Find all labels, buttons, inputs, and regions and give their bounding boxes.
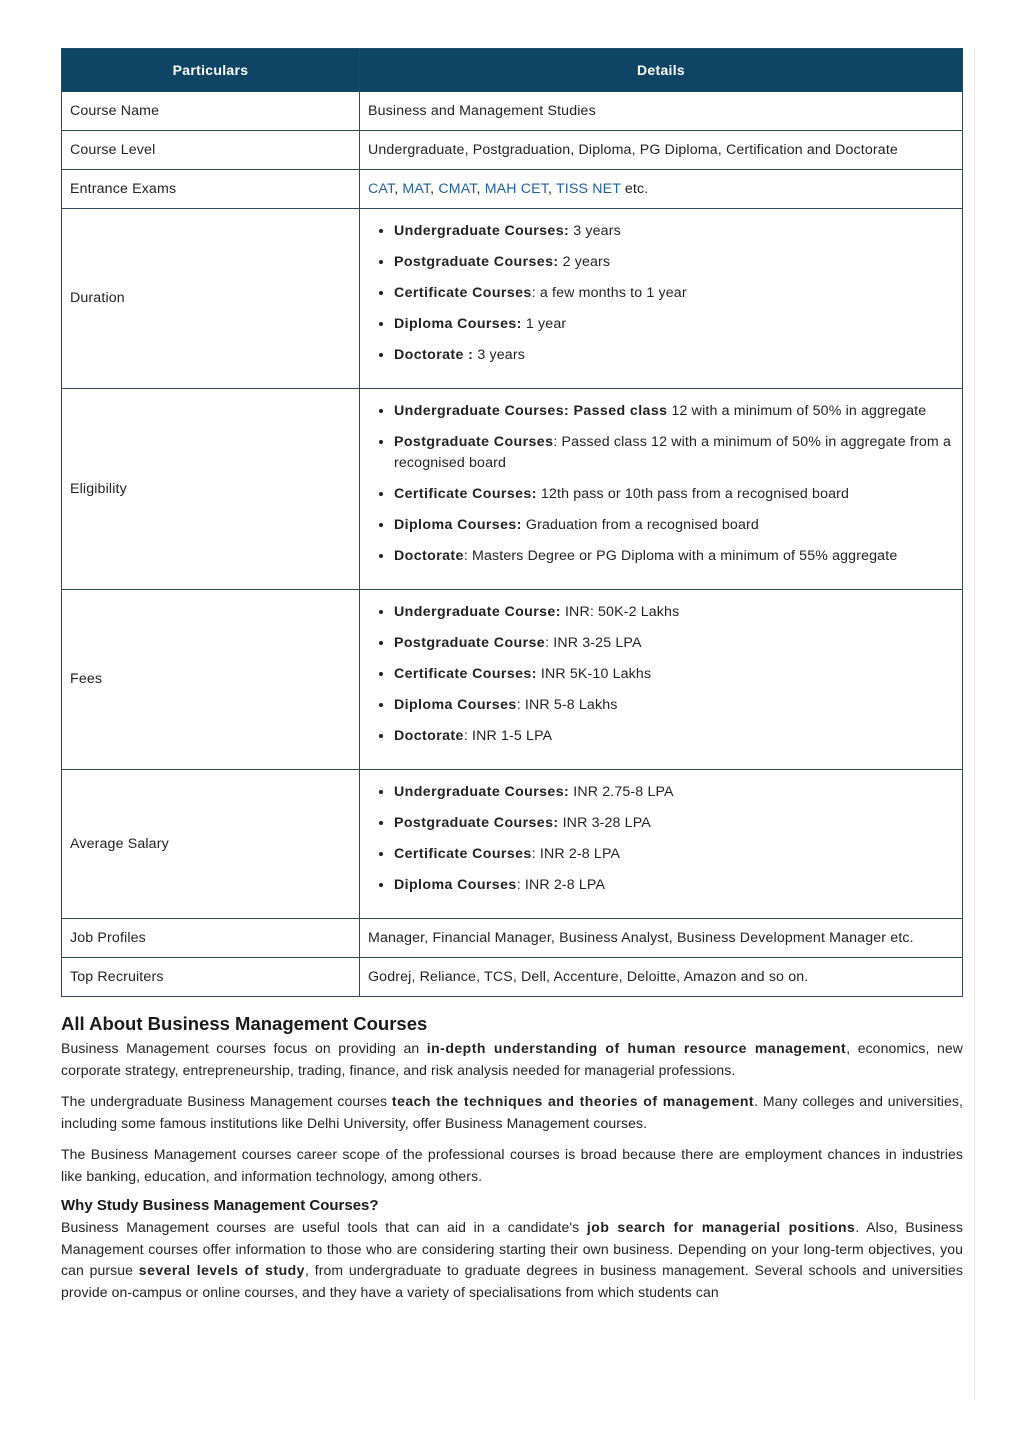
paragraph: The undergraduate Business Management courses teach the techniques and theories of management. Many colleges and universities, including some famous institutions like Delhi University, offer Business Management courses. [61, 1093, 963, 1131]
cell-label: Course Level [62, 131, 360, 170]
list-item: • Undergraduate Courses: 3 years [394, 221, 954, 242]
cell-label: Entrance Exams [62, 170, 360, 209]
cell-label: Average Salary [62, 770, 360, 919]
separator: , [430, 180, 439, 197]
paragraph: Business Management courses are useful tools that can aid in a candidate's job search for managerial positions. Also, Business Management courses offer information to those who are considering starting their own business. Depending on your long-term objectives, you can pursue several levels of study, from undergraduate to graduate degrees in business management. Several schools and universities provide on-campus or online courses, and they have a variety of specialisations from which students can [61, 1219, 963, 1300]
list-item: • Doctorate : 3 years [394, 345, 954, 366]
eligibility-list [368, 389, 954, 589]
exam-link-tiss-net[interactable]: TISS NET [555, 180, 621, 197]
table-row-entrance-exams [62, 170, 963, 209]
paragraph: Business Management courses focus on providing an in-depth understanding of human resource management, economics, new corporate strategy, entrepreneurship, trading, finance, and risk analysis needed for managerial professions. [61, 1040, 963, 1078]
cell-label: Fees [62, 590, 360, 770]
exam-link-cat[interactable]: CAT [368, 180, 395, 197]
list-item: • Postgraduate Course: INR 3-25 LPA [394, 633, 954, 654]
fees-list [368, 590, 954, 769]
header-particulars: Particulars [62, 49, 360, 92]
list-item: • Postgraduate Courses: Passed class 12 with a minimum of 50% in aggregate from a recognised board [394, 432, 954, 474]
list-item: • Diploma Courses: 1 year [394, 314, 954, 335]
table-row-course-name [62, 92, 963, 131]
cell-value [360, 770, 963, 919]
page-content [61, 48, 963, 1313]
suffix-text: etc. [620, 180, 649, 197]
cell-value [360, 170, 963, 209]
table-row-average-salary [62, 770, 963, 919]
list-item: • Undergraduate Courses: Passed class 12 with a minimum of 50% in aggregate [394, 401, 954, 422]
salary-list [368, 770, 954, 918]
cell-label: Eligibility [62, 389, 360, 590]
list-item: • Diploma Courses: INR 5-8 Lakhs [394, 695, 954, 716]
exam-link-mat[interactable]: MAT [402, 180, 431, 197]
exam-link-mah-cet[interactable]: MAH CET [484, 180, 549, 197]
paragraph: The Business Management courses career scope of the professional courses is broad because there are employment chances in industries like banking, education, and information technology, among others. [61, 1146, 963, 1184]
cell-label: Top Recruiters [62, 958, 360, 997]
cell-label: Job Profiles [62, 919, 360, 958]
duration-list [368, 209, 954, 388]
table-row-duration [62, 209, 963, 389]
cell-value: Business and Management Studies [360, 92, 963, 131]
list-item: • Doctorate: Masters Degree or PG Diploma with a minimum of 55% aggregate [394, 546, 954, 567]
list-item: • Diploma Courses: INR 2-8 LPA [394, 875, 954, 896]
list-item: • Certificate Courses: a few months to 1 year [394, 283, 954, 304]
list-item: • Certificate Courses: INR 2-8 LPA [394, 844, 954, 865]
table-header-row [62, 49, 963, 92]
table-row-eligibility [62, 389, 963, 590]
list-item: • Undergraduate Courses: INR 2.75-8 LPA [394, 782, 954, 803]
cell-value: Undergraduate, Postgraduation, Diploma, PG Diploma, Certification and Doctorate [360, 131, 963, 170]
list-item: • Diploma Courses: Graduation from a recognised board [394, 515, 954, 536]
separator: , [394, 180, 403, 197]
table-row-job-profiles [62, 919, 963, 958]
cell-label: Course Name [62, 92, 360, 131]
list-item: • Certificate Courses: INR 5K-10 Lakhs [394, 664, 954, 685]
list-item: • Postgraduate Courses: 2 years [394, 252, 954, 273]
list-item: • Postgraduate Courses: INR 3-28 LPA [394, 813, 954, 834]
section-heading-why-study: Why Study Business Management Courses? [61, 1197, 379, 1214]
cell-value [360, 590, 963, 770]
cell-value: Manager, Financial Manager, Business Analyst, Business Development Manager etc. [360, 919, 963, 958]
exam-link-cmat[interactable]: CMAT [438, 180, 477, 197]
page-edge-rule [974, 48, 975, 1400]
cell-value: Godrej, Reliance, TCS, Dell, Accenture, Deloitte, Amazon and so on. [360, 958, 963, 997]
header-details: Details [360, 49, 963, 92]
cell-value [360, 209, 963, 389]
list-item: • Certificate Courses: 12th pass or 10th pass from a recognised board [394, 484, 954, 505]
list-item: • Undergraduate Course: INR: 50K-2 Lakhs [394, 602, 954, 623]
table-row-top-recruiters [62, 958, 963, 997]
cell-value [360, 389, 963, 590]
course-overview-table [61, 48, 963, 997]
list-item: • Doctorate: INR 1-5 LPA [394, 726, 954, 747]
table-row-fees [62, 590, 963, 770]
separator: , [476, 180, 485, 197]
table-row-course-level [62, 131, 963, 170]
separator: , [548, 180, 556, 197]
section-heading-all-about: All About Business Management Courses [61, 1013, 428, 1034]
cell-label: Duration [62, 209, 360, 389]
